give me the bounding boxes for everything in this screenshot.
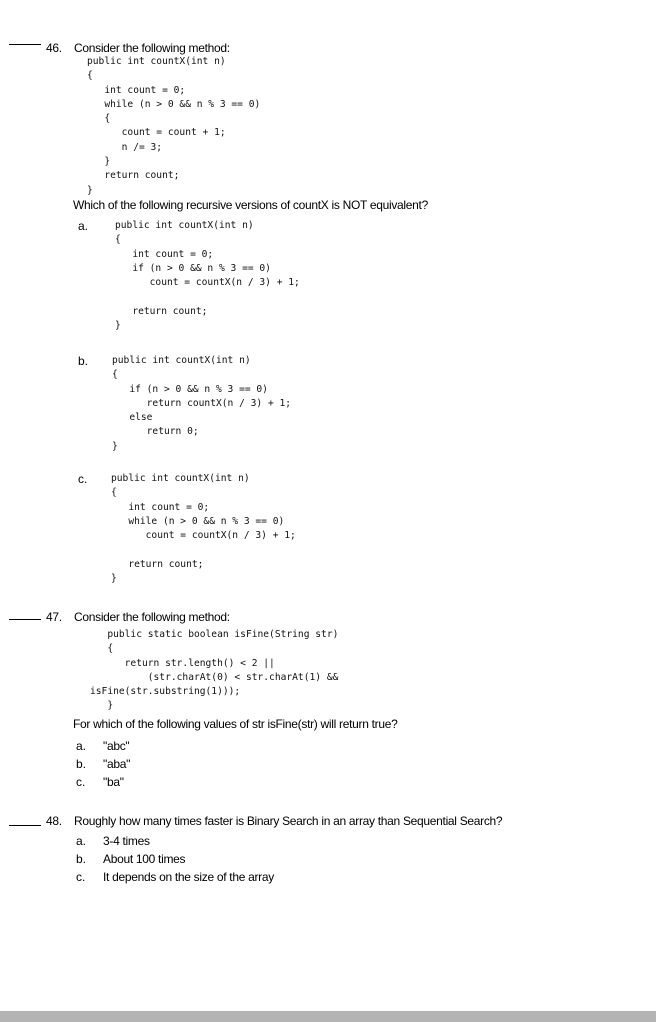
question-46-code: public int countX(int n) { int count = 0; while (n > 0 && n % 3 == 0) { count = count + 1; n /= 3; } return count; }: [87, 56, 261, 196]
option-48a-letter: a.: [76, 834, 87, 848]
question-47-text: For which of the following values of str isFine(str) will return true?: [73, 717, 398, 731]
option-48c-text[interactable]: It depends on the size of the array: [103, 870, 274, 884]
question-46-prompt: Consider the following method:: [74, 41, 230, 55]
question-number-47: 47.: [46, 610, 62, 624]
question-number-46: 46.: [46, 41, 62, 55]
question-47-code: public static boolean isFine(String str) { return str.length() < 2 || (str.charAt(0) < str.charAt(1) && isFine(str.substring(1))); }: [90, 629, 339, 712]
option-47a-text[interactable]: "abc": [103, 739, 130, 753]
option-46c-code[interactable]: public int countX(int n) { int count = 0; while (n > 0 && n % 3 == 0) count = countX(n / 3) + 1; return count; }: [111, 473, 296, 585]
option-46a-code[interactable]: public int countX(int n) { int count = 0; if (n > 0 && n % 3 == 0) count = countX(n / 3) + 1; return count; }: [115, 220, 300, 332]
option-48b-letter: b.: [76, 852, 87, 866]
answer-blank-46[interactable]: [9, 44, 41, 45]
option-46b-code[interactable]: public int countX(int n) { if (n > 0 && n % 3 == 0) return countX(n / 3) + 1; else return 0; }: [112, 355, 292, 452]
option-47a-letter: a.: [76, 739, 87, 753]
question-47-prompt: Consider the following method:: [74, 610, 230, 624]
question-number-48: 48.: [46, 814, 62, 828]
answer-blank-47[interactable]: [9, 619, 41, 620]
question-48-prompt: Roughly how many times faster is Binary Search in an array than Sequential Search?: [74, 814, 503, 828]
option-46a-letter: a.: [78, 219, 89, 233]
option-48a-text[interactable]: 3-4 times: [103, 834, 150, 848]
option-46b-letter: b.: [78, 354, 89, 368]
page-footer-bar: [0, 1011, 656, 1022]
answer-blank-48[interactable]: [9, 825, 41, 826]
option-47c-letter: c.: [76, 775, 86, 789]
option-47c-text[interactable]: "ba": [103, 775, 124, 789]
option-48c-letter: c.: [76, 870, 86, 884]
option-48b-text[interactable]: About 100 times: [103, 852, 186, 866]
question-46-text: Which of the following recursive versions of countX is NOT equivalent?: [73, 198, 428, 212]
option-47b-letter: b.: [76, 757, 87, 771]
option-47b-text[interactable]: "aba": [103, 757, 131, 771]
option-46c-letter: c.: [78, 472, 88, 486]
